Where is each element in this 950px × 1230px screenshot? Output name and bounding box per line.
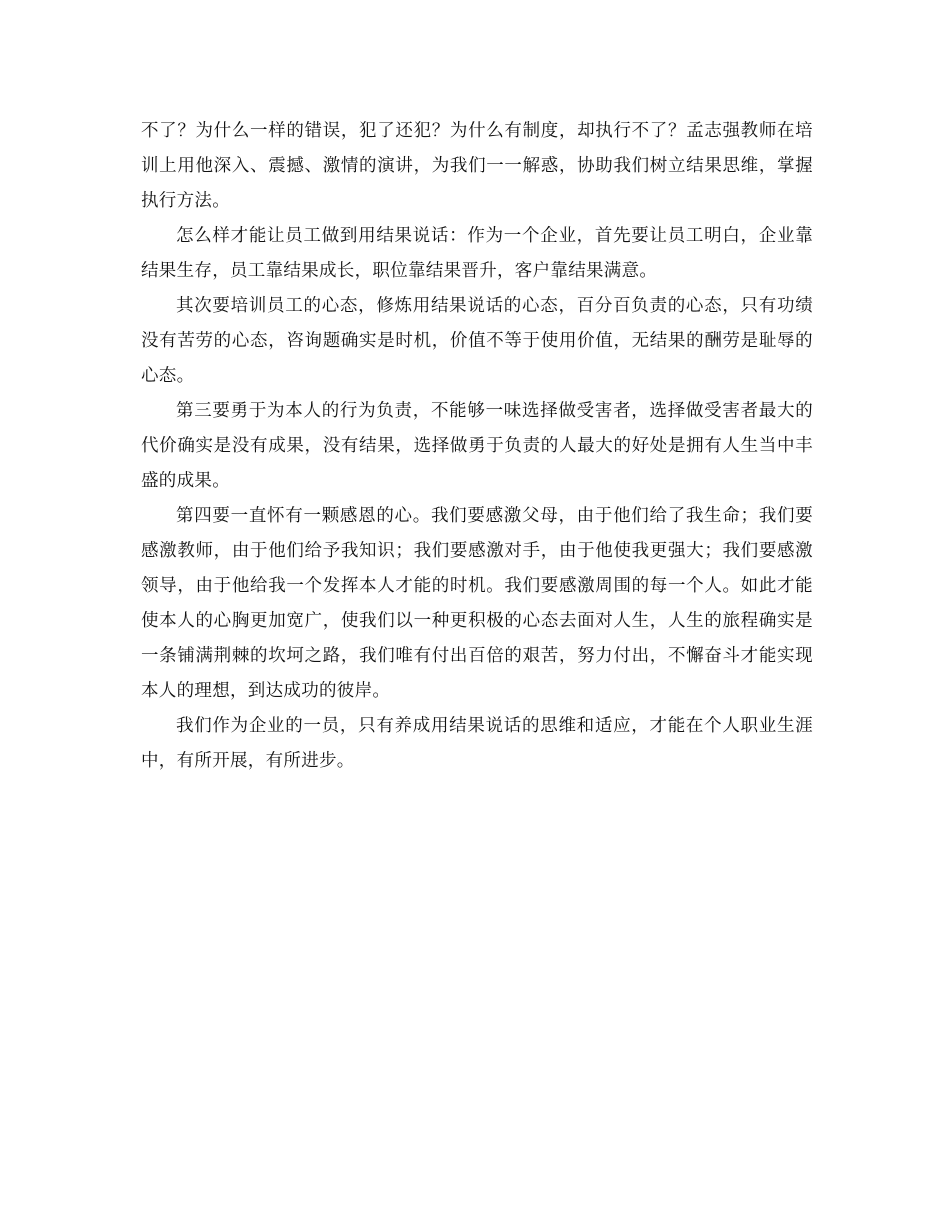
document-body bbox=[141, 114, 813, 779]
paragraph-how-to-speak-with-results: 怎么样才能让员工做到用结果说话：作为一个企业，首先要让员工明白，企业靠结果生存，员工靠结果成长，职位靠结果晋升，客户靠结果满意。 bbox=[141, 226, 813, 281]
paragraph-take-responsibility: 第三要勇于为本人的行为负责，不能够一味选择做受害者，选择做受害者最大的代价确实是没有成果，没有结果，选择做勇于负责的人最大的好处是拥有人生当中丰盛的成果。 bbox=[141, 401, 813, 491]
paragraph-conclusion: 我们作为企业的一员，只有养成用结果说话的思维和适应，才能在个人职业生涯中，有所开展，有所进步。 bbox=[141, 716, 813, 771]
paragraph-mindset-training: 其次要培训员工的心态，修炼用结果说话的心态，百分百负责的心态，只有功绩没有苦劳的心态，咨询题确实是时机，价值不等于使用价值，无结果的酬劳是耻辱的心态。 bbox=[141, 296, 813, 386]
paragraph-continuation: 不了？为什么一样的错误，犯了还犯？为什么有制度，却执行不了？孟志强教师在培训上用他深入、震撼、激情的演讲，为我们一一解惑，协助我们树立结果思维，掌握执行方法。 bbox=[141, 121, 813, 211]
paragraph-gratitude: 第四要一直怀有一颗感恩的心。我们要感激父母，由于他们给了我生命；我们要感激教师，由于他们给予我知识；我们要感激对手，由于他使我更强大；我们要感激领导，由于他给我一个发挥本人才能的时机。我们要感激周围的每一个人。如此才能使本人的心胸更加宽广，使我们以一种更积极的心态去面对人生，人生的旅程确实是一条铺满荆棘的坎坷之路，我们唯有付出百倍的艰苦，努力付出，不懈奋斗才能实现本人的理想，到达成功的彼岸。 bbox=[141, 506, 813, 701]
